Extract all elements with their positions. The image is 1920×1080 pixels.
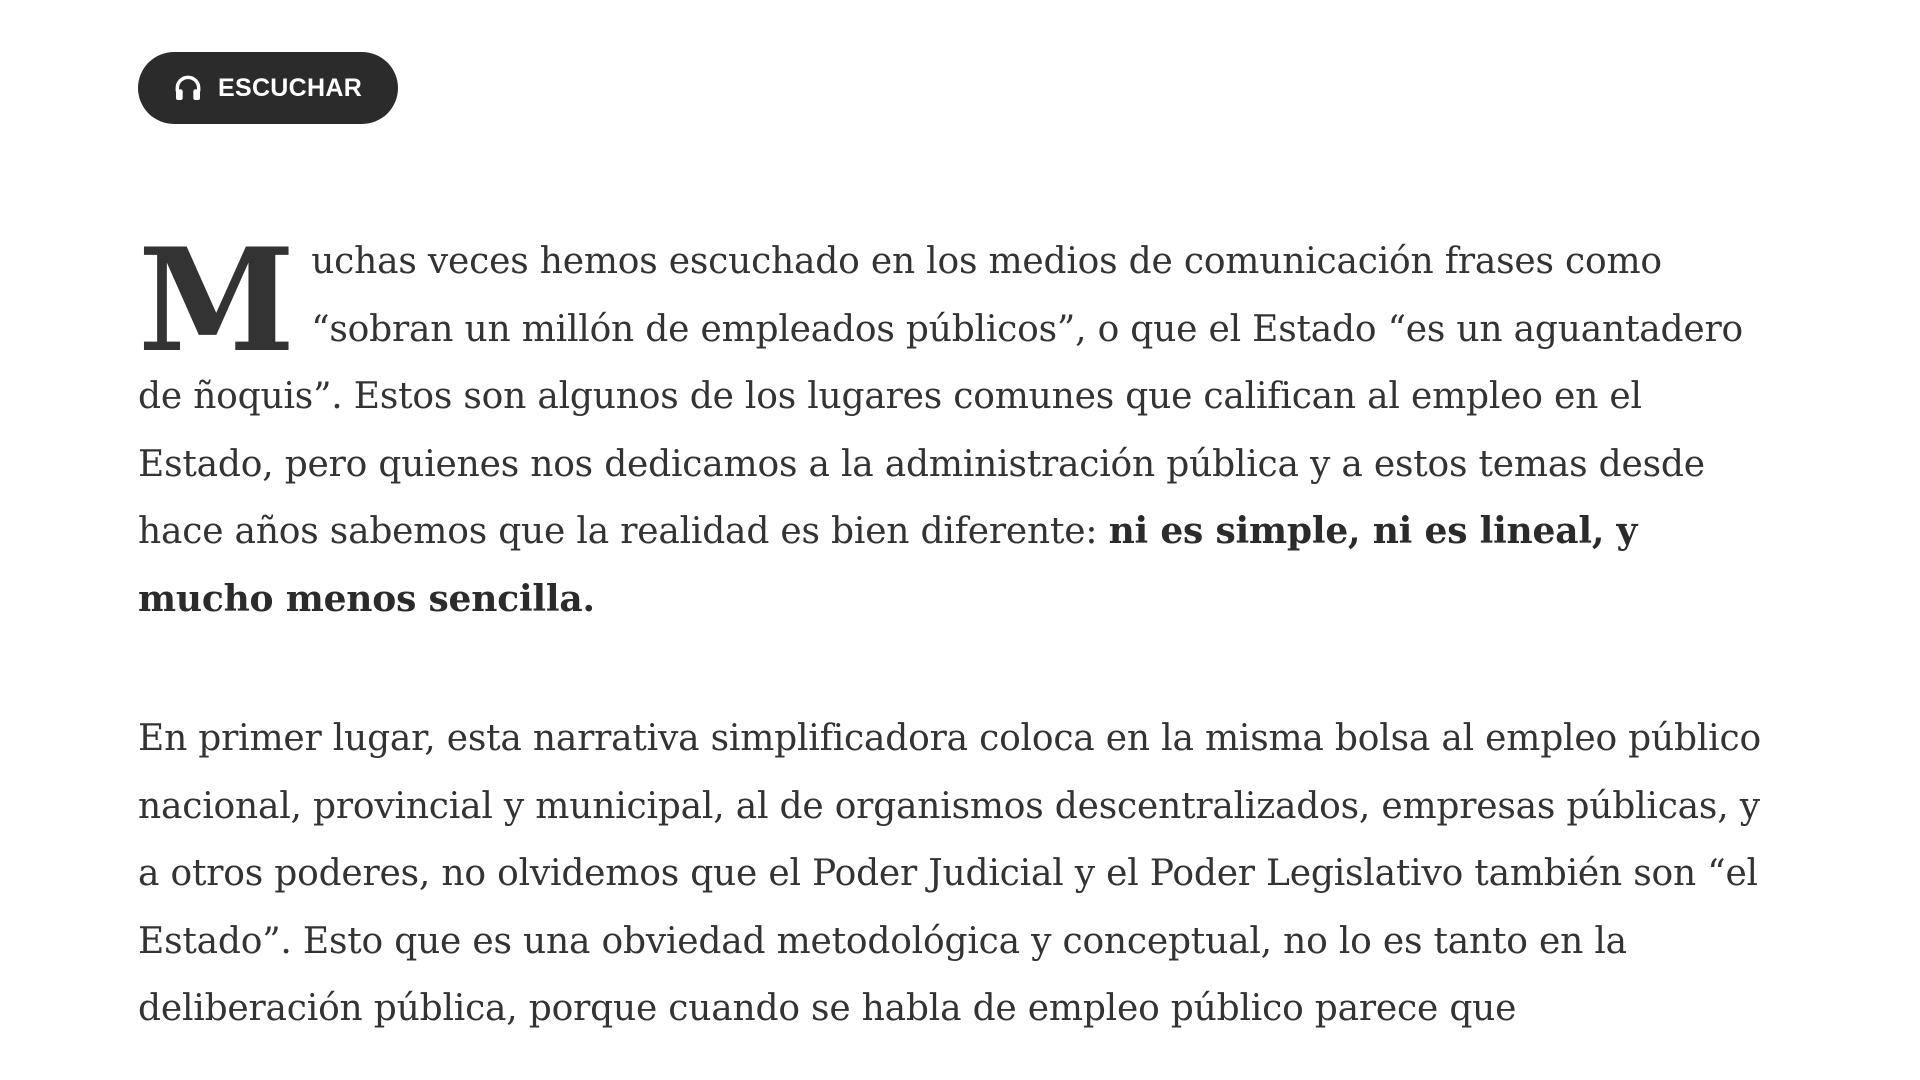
listen-button[interactable] — [138, 52, 398, 124]
paragraph-text: En primer lugar, esta narrativa simplificadora coloca en la misma bolsa al empleo público nacional, provincial y municipal, al de organismos descentralizados, empresas públicas, y a otros poderes, no olvidemos que el Poder Judicial y el Poder Legislativo también son “el Estado”. Esto que es una obviedad metodológica y conceptual, no lo es tanto en la deliberación pública, porque cuando se habla de empleo público parece que — [138, 718, 1761, 1029]
listen-button-label: ESCUCHAR — [218, 73, 363, 102]
article-paragraph — [138, 218, 1783, 633]
headphones-icon — [172, 72, 204, 104]
emphasized-text: ni es simple, ni es lineal, y mucho menos sencilla. — [138, 510, 1638, 620]
article-body — [138, 52, 1783, 1043]
drop-cap: M — [138, 218, 292, 384]
paragraph-text: uchas veces hemos escuchado en los medios de comunicación frases como “sobran un millón de empleados públicos”, o que el Estado “es un aguantadero de ñoquis”. Estos son algunos de los lugares comunes que califican al empleo en el Estado, pero quienes nos dedicamos a la administración pública y a estos temas desde hace años sabemos que la realidad es bien diferente: — [138, 241, 1743, 552]
article-paragraph — [138, 705, 1783, 1043]
